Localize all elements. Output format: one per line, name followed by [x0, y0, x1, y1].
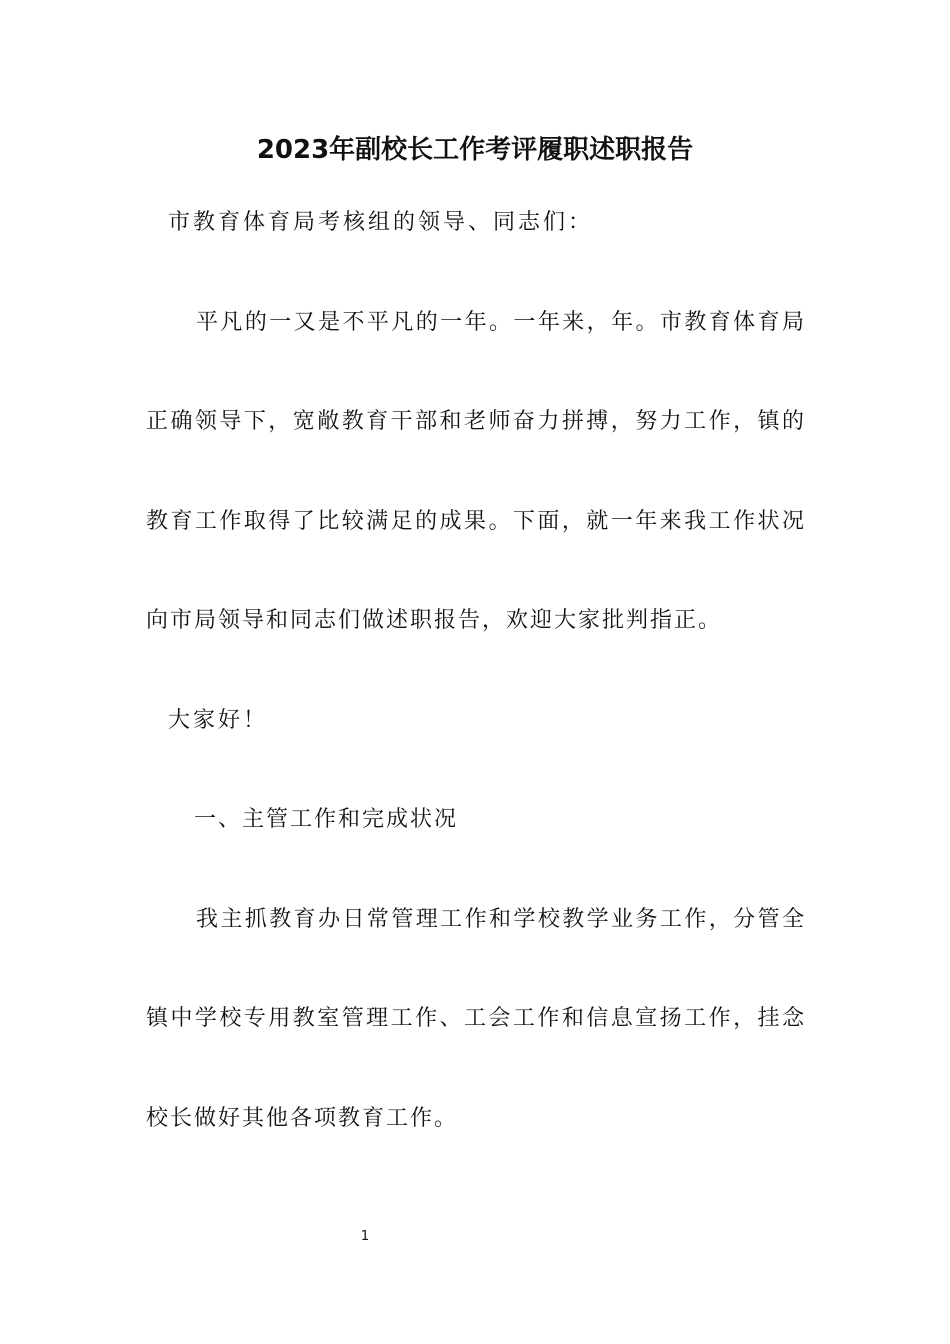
- paragraph-2-line-3: 校长做好其他各项教育工作。: [146, 1106, 459, 1131]
- paragraph-2-line-2: 镇中学校专用教室管理工作、工会工作和信息宣扬工作，挂念: [146, 1006, 804, 1031]
- document-title: 2023年副校长工作考评履职述职报告: [256, 135, 694, 165]
- salutation: 市教育体育局考核组的领导、同志们：: [168, 210, 594, 235]
- paragraph-1-line-1: 平凡的一又是不平凡的一年。一年来，年。市教育体育局: [196, 310, 804, 335]
- paragraph-1-line-2: 正确领导下，宽敞教育干部和老师奋力拼搏，努力工作，镇的: [146, 409, 804, 434]
- greeting: 大家好！: [168, 708, 269, 733]
- page-number: 1: [360, 1229, 370, 1244]
- section-1-heading: 一、主管工作和完成状况: [194, 807, 459, 832]
- paragraph-1-line-4: 向市局领导和同志们做述职报告，欢迎大家批判指正。: [146, 608, 723, 633]
- paragraph-1-line-3: 教育工作取得了比较满足的成果。下面，就一年来我工作状况: [146, 509, 804, 534]
- paragraph-2-line-1: 我主抓教育办日常管理工作和学校教学业务工作，分管全: [196, 907, 804, 932]
